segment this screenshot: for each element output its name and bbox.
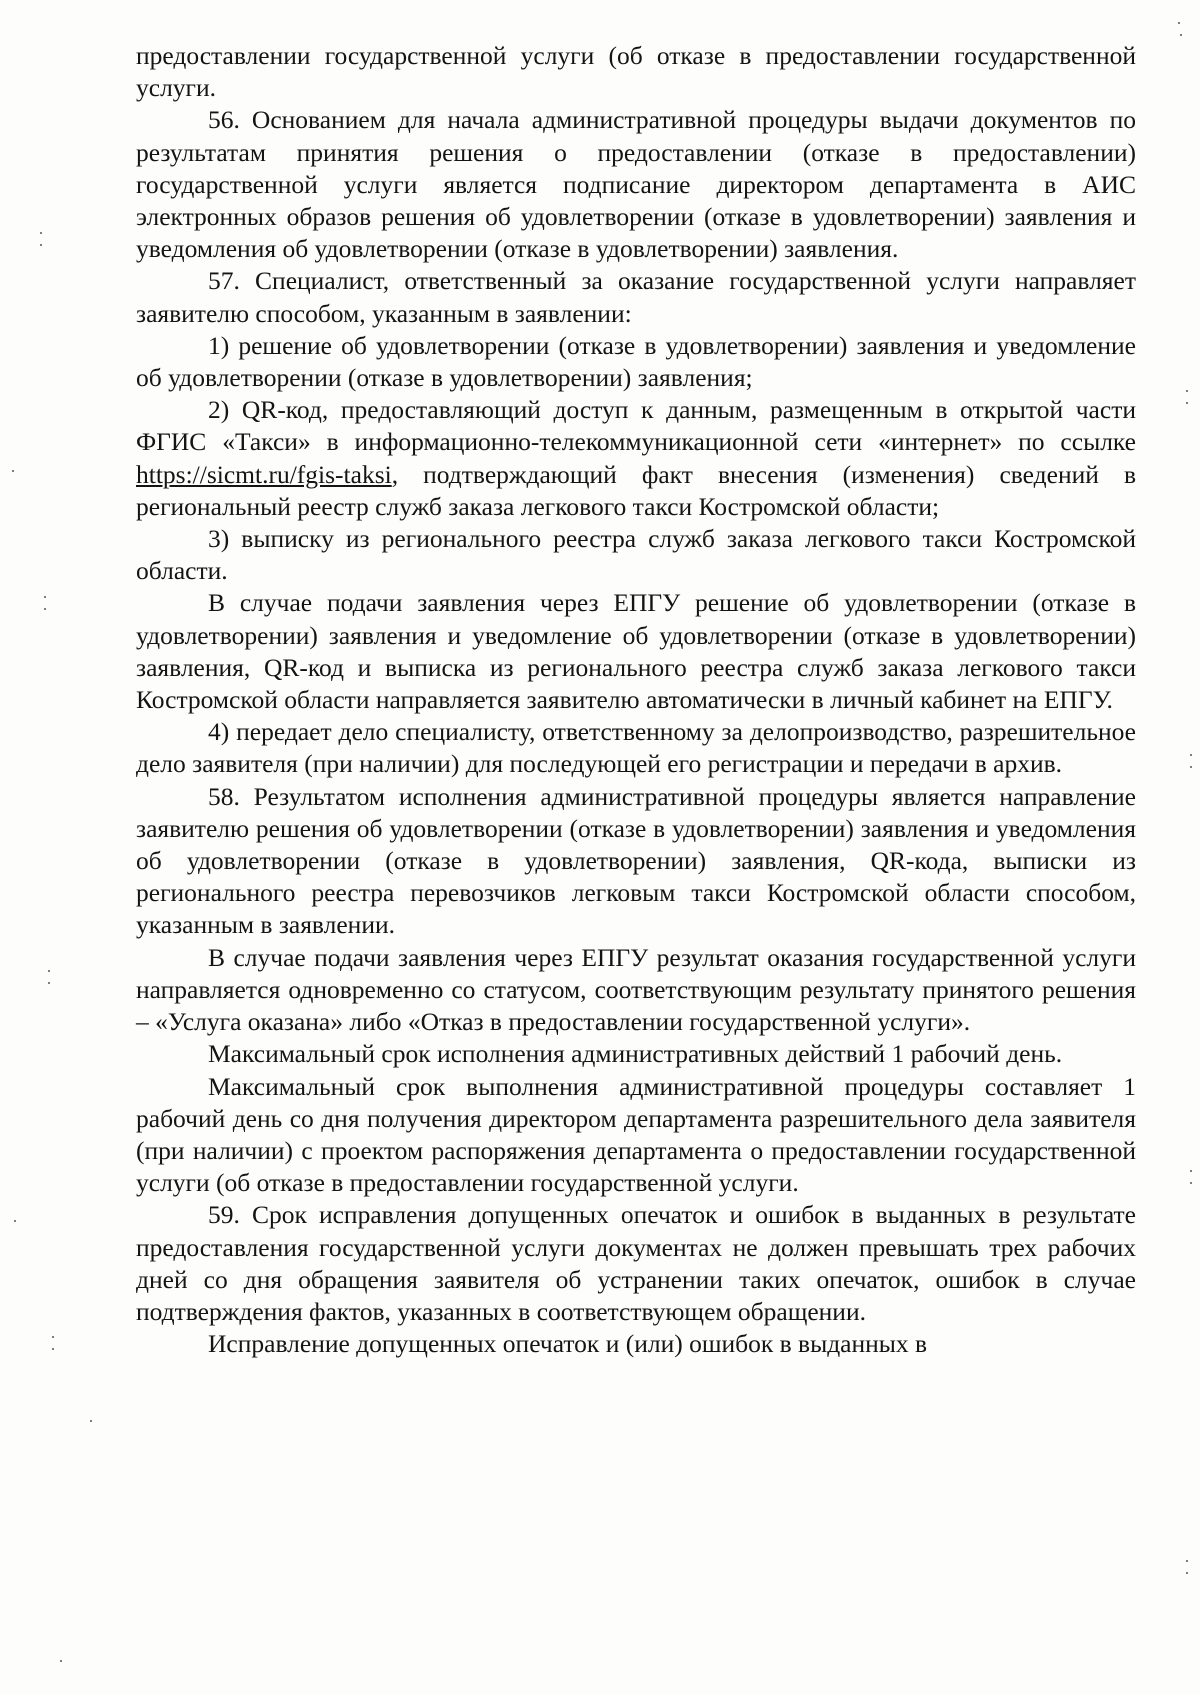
item-2-text-before: 2) QR-код, предоставляющий доступ к данным, размещенным в открытой части ФГИС «Такси» в информационно-телекоммуникационной сети «интернет» по ссылке	[136, 395, 1136, 457]
scan-speck	[1186, 1572, 1188, 1574]
scan-speck	[1186, 1560, 1188, 1562]
scan-speck	[44, 608, 46, 610]
scan-speck	[40, 232, 42, 234]
fgis-taksi-link[interactable]: https://sicmt.ru/fgis-taksi	[136, 459, 392, 489]
scan-speck	[1178, 22, 1180, 24]
item-2-text-after: , подтверждающий факт внесения (изменения) сведений в региональный реестр служб заказа легкового такси Костромской области;	[136, 459, 1136, 521]
scan-speck	[48, 970, 50, 972]
paragraph-58: 58. Результатом исполнения административной процедуры является направление заявителю решения об удовлетворении (отказе в удовлетворении) заявления и уведомления об удовлетворении (отказе в удовлетворении) заявления, QR-кода, выписки из регионального реестра перевозчиков легковым такси Костромской области способом, указанным в заявлении.	[136, 781, 1136, 940]
paragraph-57-item-4: 4) передает дело специалисту, ответственному за делопроизводство, разрешительное дело заявителя (при наличии) для последующей его регистрации и передачи в архив.	[136, 717, 1136, 779]
scan-speck	[40, 244, 42, 246]
scan-speck	[52, 1348, 54, 1350]
scan-speck	[14, 1220, 16, 1222]
paragraph-58-term-procedure: Максимальный срок выполнения административной процедуры составляет 1 рабочий день со дня получения директором департамента разрешительного дела заявителя (при наличии) с проектом распоряжения департамента о предоставлении государственной услуги (об отказе в предоставлении государственной услуги.	[136, 1071, 1136, 1198]
scan-speck	[90, 1420, 92, 1422]
scan-speck	[1190, 754, 1192, 756]
scan-speck	[44, 596, 46, 598]
paragraph-56: 56. Основанием для начала административной процедуры выдачи документов по результатам принятия решения о предоставлении (отказе в предоставлении) государственной услуги является подписание директором департамента в АИС электронных образов решения об удовлетворении (отказе в удовлетворении) заявления и уведомления об удовлетворении (отказе в удовлетворении) заявления.	[136, 105, 1136, 264]
scan-speck	[12, 470, 14, 472]
paragraph-59-fix: Исправление допущенных опечаток и (или) ошибок в выданных в	[208, 1329, 928, 1359]
scan-speck	[1190, 1170, 1192, 1172]
paragraph-57-epgu: В случае подачи заявления через ЕПГУ решение об удовлетворении (отказе в удовлетворении) заявления и уведомление об удовлетворении (отказе в удовлетворении) заявления, QR-код и выписка из регионального реестра служб заказа легкового такси Костромской области направляется заявителю автоматически в личный кабинет на ЕПГУ.	[136, 588, 1136, 715]
scan-speck	[1186, 402, 1188, 404]
paragraph-continuation: предоставлении государственной услуги (об отказе в предоставлении государственной услуги.	[136, 41, 1136, 103]
scan-speck	[1186, 390, 1188, 392]
paragraph-57-item-1: 1) решение об удовлетворении (отказе в удовлетворении) заявления и уведомление об удовлетворении (отказе в удовлетворении) заявления;	[136, 330, 1136, 393]
paragraph-57-item-2	[136, 394, 1136, 523]
scan-speck	[52, 1336, 54, 1338]
document-body	[136, 40, 1136, 1360]
paragraph-57: 57. Специалист, ответственный за оказание государственной услуги направляет заявителю способом, указанным в заявлении:	[136, 266, 1136, 328]
paragraph-57-item-3: 3) выписку из регионального реестра служб заказа легкового такси Костромской области.	[136, 524, 1136, 586]
scan-speck	[1180, 34, 1182, 36]
paragraph-58-epgu: В случае подачи заявления через ЕПГУ результат оказания государственной услуги направляется одновременно со статусом, соответствующим результату принятого решения – «Услуга оказана» либо «Отказ в предоставлении государственной услуги».	[136, 942, 1136, 1037]
paragraph-58-term-actions: Максимальный срок исполнения административных действий 1 рабочий день.	[208, 1039, 1063, 1069]
paragraph-59: 59. Срок исправления допущенных опечаток и ошибок в выданных в результате предоставления государственной услуги документах не должен превышать трех рабочих дней со дня обращения заявителя об устранении таких опечаток, ошибок в случае подтверждения фактов, указанных в соответствующем обращении.	[136, 1200, 1136, 1326]
scan-speck	[1190, 766, 1192, 768]
scan-speck	[48, 982, 50, 984]
scan-speck	[60, 1660, 62, 1662]
scan-speck	[1190, 1182, 1192, 1184]
